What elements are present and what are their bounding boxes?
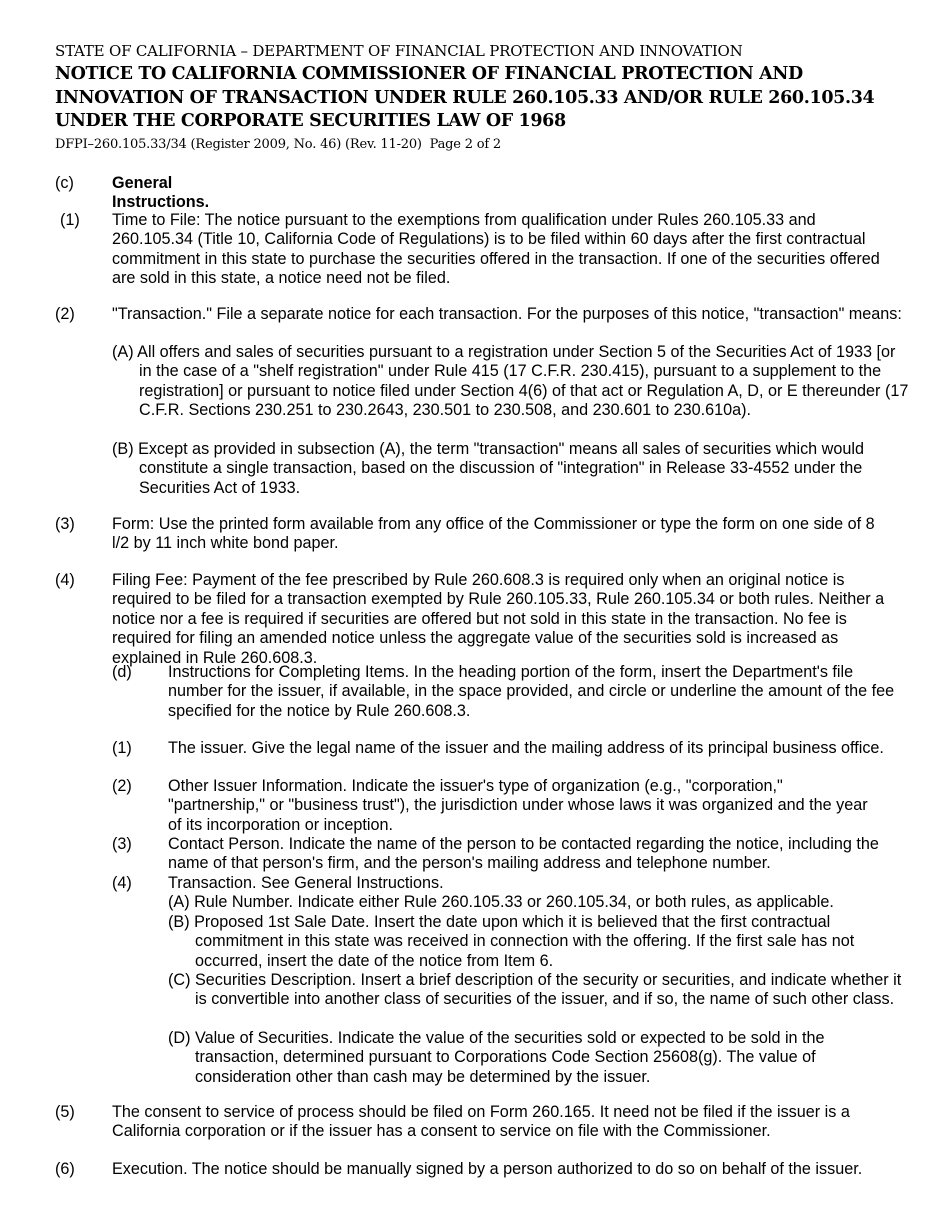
item-subitem: (C) Securities Description. Insert a brief description of the security or securities, and indicate whether it is convertible into another class of securities of the issuer, and if so, the name of such other class. bbox=[168, 971, 902, 1009]
instruction-number: (2) bbox=[55, 305, 75, 323]
instruction-subitem: (A) All offers and sales of securities pursuant to a registration under Section 5 of the Securities Act of 1933 [or in the case of a "shelf registration" under Rule 415 (17 C.F.R. 230.415), pursuant to a supplement to the registration] or pursuant to notice filed under Section 4(6) of that act or Regulation A, D, or E thereunder (17 C.F.R. Sections 230.251 to 230.2643, 230.501 to 230.508, and 230.601 to 230.610a). bbox=[112, 343, 909, 420]
section-d-text: Instructions for Completing Items. In the heading portion of the form, insert the Department's file number for the issuer, if available, in the space provided, and circle or underline the amount of the fee specified for the notice by Rule 260.608.3. bbox=[168, 663, 895, 720]
section-c-heading: General Instructions. bbox=[112, 174, 210, 212]
instruction-text: Form: Use the printed form available from any office of the Commissioner or type the form on one side of 8 l/2 by 11 inch white bond paper. bbox=[112, 515, 875, 553]
instruction-text: Filing Fee: Payment of the fee prescribed by Rule 260.608.3 is required only when an original notice is required to be filed for a transaction exempted by Rule 260.105.33, Rule 260.105.34 or both rules. Neither a notice nor a fee is required if securities are offered but not sold in this state in the transaction. No fee is required for filing an amended notice unless the aggregate value of the securities sold is increased as explained in Rule 260.608.3. bbox=[112, 571, 885, 667]
form-number-line bbox=[55, 136, 915, 153]
item-subitem: (A) Rule Number. Indicate either Rule 260.105.33 or 260.105.34, or both rules, as applicable. bbox=[168, 893, 834, 911]
instruction-text: "Transaction." File a separate notice for each transaction. For the purposes of this notice, "transaction" means: bbox=[112, 305, 902, 323]
item-number: (3) bbox=[112, 835, 132, 853]
instruction-number: (3) bbox=[55, 515, 75, 533]
item-number: (5) bbox=[55, 1103, 75, 1121]
item-number: (4) bbox=[112, 874, 132, 892]
instruction-text: Time to File: The notice pursuant to the exemptions from qualification under Rules 260.105.33 and 260.105.34 (Title 10, California Code of Regulations) is to be filed within 60 days after the first contractual commitment in this state to purchase the securities offered in the transaction. If one of the securities offered are sold in this state, a notice need not be filed. bbox=[112, 211, 880, 288]
instruction-subitem: (B) Except as provided in subsection (A), the term "transaction" means all sales of securities which would constitute a single transaction, based on the discussion of "integration" in Release 33-4552 under the Securities Act of 1933. bbox=[112, 440, 864, 497]
item-number: (1) bbox=[112, 739, 132, 757]
item-number: (6) bbox=[55, 1160, 75, 1178]
item-text: Contact Person. Indicate the name of the person to be contacted regarding the notice, including the name of that person's firm, and the person's mailing address and telephone number. bbox=[168, 835, 879, 873]
form-title: NOTICE TO CALIFORNIA COMMISSIONER OF FINANCIAL PROTECTION AND INNOVATION OF TRANSACTION UNDER RULE 260.105.33 AND/OR RULE 260.105.34 UNDER THE CORPORATE SECURITIES LAW OF 1968 bbox=[55, 64, 875, 131]
item-text: Execution. The notice should be manually signed by a person authorized to do so on behalf of the issuer. bbox=[112, 1160, 863, 1178]
item-text: The issuer. Give the legal name of the issuer and the mailing address of its principal business office. bbox=[168, 739, 884, 757]
item-subitem: (D) Value of Securities. Indicate the value of the securities sold or expected to be sold in the transaction, determined pursuant to Corporations Code Section 25608(g). The value of consideration other than cash may be determined by the issuer. bbox=[168, 1029, 825, 1086]
agency-name: STATE OF CALIFORNIA – DEPARTMENT OF FINANCIAL PROTECTION AND INNOVATION bbox=[55, 42, 743, 60]
item-number: (2) bbox=[112, 777, 132, 795]
item-text: The consent to service of process should be filed on Form 260.165. It need not be filed if the issuer is a California corporation or if the issuer has a consent to service on file with the Commissioner. bbox=[112, 1103, 850, 1141]
page-indicator: Page 2 of 2 bbox=[429, 136, 501, 152]
item-text: Other Issuer Information. Indicate the issuer's type of organization (e.g., "corporation," "partnership," or "business trust"), the jurisdiction under whose laws it was organized and the year of its incorporation or inception. bbox=[168, 777, 868, 834]
item-subitem: (B) Proposed 1st Sale Date. Insert the date upon which it is believed that the first contractual commitment in this state was received in connection with the offering. If the first sale has not occurred, insert the date of the notice from Item 6. bbox=[168, 913, 855, 970]
item-text: Transaction. See General Instructions. bbox=[168, 874, 444, 892]
instruction-number: (4) bbox=[55, 571, 75, 589]
section-d-marker: (d) bbox=[112, 663, 132, 681]
form-number: DFPI–260.105.33/34 (Register 2009, No. 46) (Rev. 11-20) bbox=[55, 136, 422, 152]
section-c-marker: (c) bbox=[55, 174, 74, 192]
form-header bbox=[55, 42, 915, 153]
instruction-number: (1) bbox=[60, 211, 80, 229]
